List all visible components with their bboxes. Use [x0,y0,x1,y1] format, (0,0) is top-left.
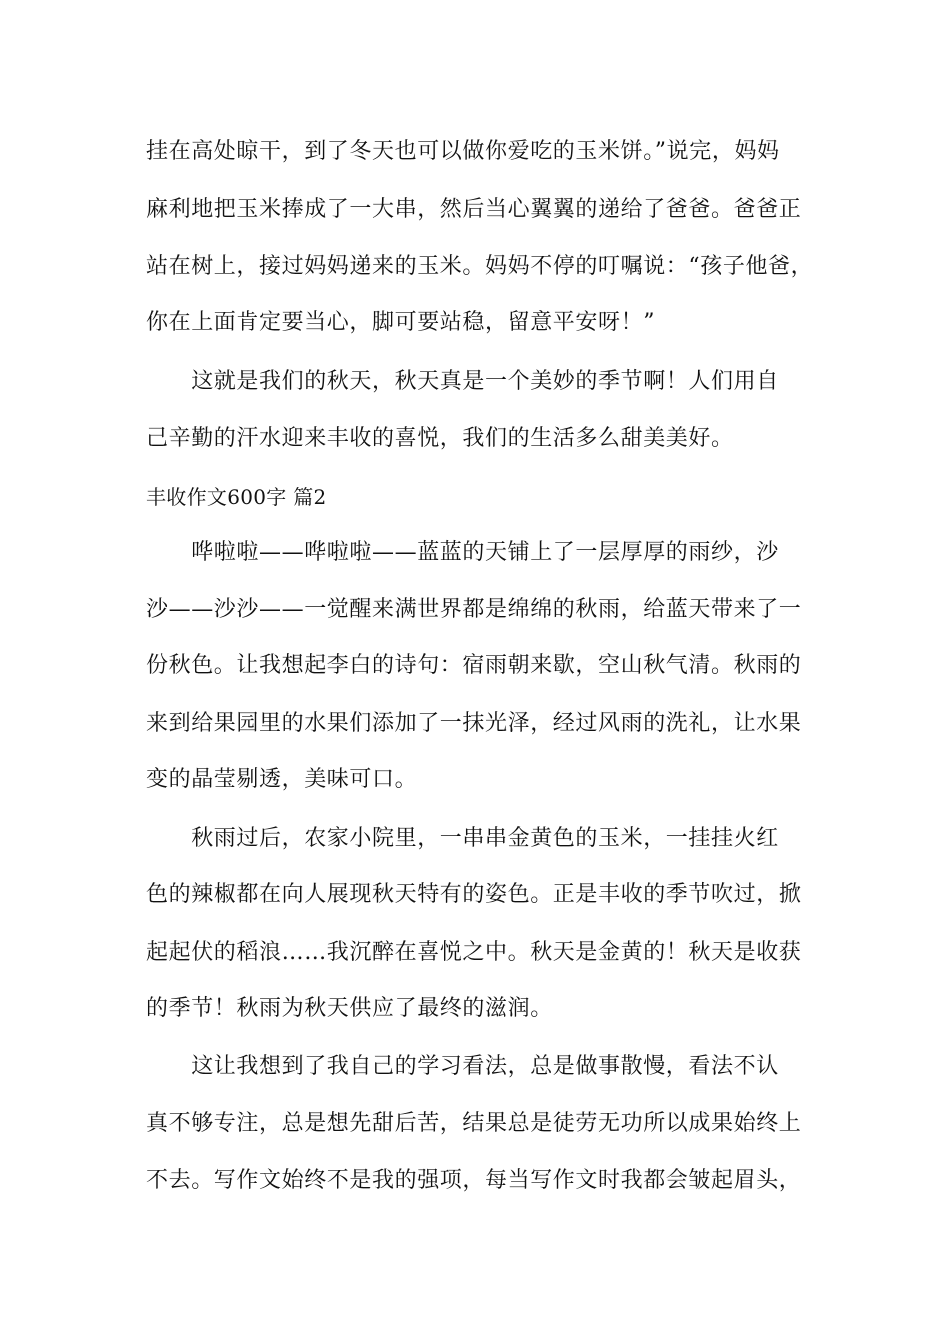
paragraph-2-line-2: 己辛勤的汗水迎来丰收的喜悦，我们的生活多么甜美美好。 [146,426,734,451]
paragraph-1-line-1: 挂在高处晾干，到了冬天也可以做你爱吃的玉米饼。”说完，妈妈 [146,139,780,164]
paragraph-5-line-3: 不去。写作文始终不是我的强项，每当写作文时我都会皱起眉头， [146,1168,802,1193]
paragraph-4-line-3: 起起伏的稻浪……我沉醉在喜悦之中。秋天是金黄的！秋天是收获 [146,940,802,965]
paragraph-4-line-1: 秋雨过后，农家小院里，一串串金黄色的玉米，一挂挂火红 [146,826,779,851]
paragraph-3-line-4: 来到给果园里的水果们添加了一抹光泽，经过风雨的洗礼，让水果 [146,711,802,736]
paragraph-5-line-1: 这让我想到了我自己的学习看法，总是做事散慢，看法不认 [146,1054,779,1079]
paragraph-3-line-1: 哗啦啦——哗啦啦——蓝蓝的天铺上了一层厚厚的雨纱，沙 [146,540,779,565]
paragraph-4-line-2: 色的辣椒都在向人展现秋天特有的姿色。正是丰收的季节吹过，掀 [146,882,802,907]
paragraph-2-line-1: 这就是我们的秋天，秋天真是一个美妙的季节啊！人们用自 [146,369,779,394]
paragraph-5-line-2: 真不够专注，总是想先甜后苦，结果总是徒劳无功所以成果始终上 [146,1111,802,1136]
paragraph-1-line-2: 麻利地把玉米捧成了一大串，然后当心翼翼的递给了爸爸。爸爸正 [146,197,802,222]
paragraph-3-line-5: 变的晶莹剔透，美味可口。 [146,767,418,792]
section-heading: 丰收作文600字 篇2 [146,485,327,509]
paragraph-4-line-4: 的季节！秋雨为秋天供应了最终的滋润。 [146,996,553,1021]
paragraph-3-line-2: 沙——沙沙——一觉醒来满世界都是绵绵的秋雨，给蓝天带来了一 [146,597,802,622]
paragraph-1-line-3: 站在树上，接过妈妈递来的玉米。妈妈不停的叮嘱说：“孩子他爸， [146,254,814,279]
paragraph-3-line-3: 份秋色。让我想起李白的诗句：宿雨朝来歇，空山秋气清。秋雨的 [146,653,802,678]
paragraph-1-line-4: 你在上面肯定要当心，脚可要站稳，留意平安呀！” [146,310,656,335]
